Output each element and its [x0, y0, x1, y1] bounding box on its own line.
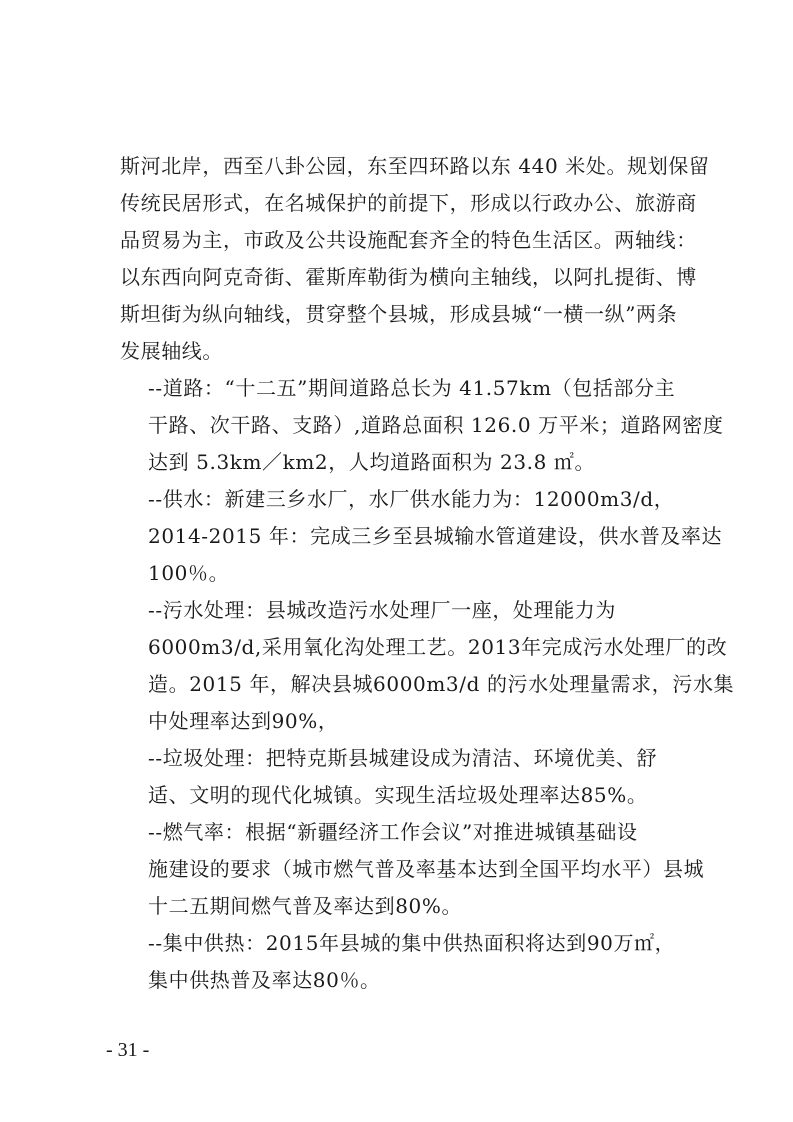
paragraph-roads — [120, 370, 724, 481]
text-line: 100％。 — [148, 561, 230, 585]
text-line: 2014-2015 年：完成三乡至县城输水管道建设，供水普及率达 — [148, 524, 723, 548]
text-line: 中处理率达到90%， — [148, 709, 339, 733]
text-line: --燃气率：根据“新疆经济工作会议”对推进城镇基础设 — [148, 820, 638, 844]
text-line: 达到 5.3km／km2，人均道路面积为 23.8 ㎡。 — [148, 450, 596, 474]
text-line: --污水处理：县城改造污水处理厂一座，处理能力为 — [148, 598, 616, 622]
paragraph-heating — [120, 925, 700, 999]
text-line: 以东西向阿克奇街、霍斯库勒街为横向主轴线，以阿扎提街、博 — [120, 265, 697, 289]
paragraph-urban-zone — [120, 148, 710, 370]
paragraph-garbage — [120, 740, 700, 814]
document-body — [120, 148, 735, 999]
paragraph-gas — [120, 814, 705, 925]
text-line: 斯坦街为纵向轴线，贯穿整个县城，形成县城“一横一纵”两条 — [120, 302, 678, 326]
paragraph-water-supply — [120, 481, 723, 592]
text-line: 发展轴线。 — [120, 339, 223, 363]
paragraph-sewage — [120, 592, 735, 740]
text-line: 6000m3/d,采用氧化沟处理工艺。2013年完成污水处理厂的改 — [148, 635, 728, 659]
text-line: 十二五期间燃气普及率达到80%。 — [148, 894, 463, 918]
text-line: 斯河北岸，西至八卦公园，东至四环路以东 440 米处。规划保留 — [120, 154, 710, 178]
text-line: 集中供热普及率达80％。 — [148, 968, 381, 992]
text-line: --道路：“十二五”期间道路总长为 41.57km（包括部分主 — [148, 376, 676, 400]
page-number: - 31 - — [106, 1039, 150, 1061]
text-line: 品贸易为主，市政及公共设施配套齐全的特色生活区。两轴线： — [120, 228, 697, 252]
text-line: --垃圾处理：把特克斯县城建设成为清洁、环境优美、舒 — [148, 746, 658, 770]
text-line: 施建设的要求（城市燃气普及率基本达到全国平均水平）县城 — [148, 857, 705, 881]
text-line: 造。2015 年，解决县城6000m3/d 的污水处理量需求，污水集 — [148, 672, 735, 696]
text-line: --供水：新建三乡水厂，水厂供水能力为：12000m3/d， — [148, 487, 675, 511]
text-line: 适、文明的现代化城镇。实现生活垃圾处理率达85%。 — [148, 783, 648, 807]
text-line: 干路、次干路、支路）,道路总面积 126.0 万平米；道路网密度 — [148, 413, 724, 437]
text-line: --集中供热：2015年县城的集中供热面积将达到90万㎡， — [148, 931, 676, 955]
text-line: 传统民居形式，在名城保护的前提下，形成以行政办公、旅游商 — [120, 191, 697, 215]
